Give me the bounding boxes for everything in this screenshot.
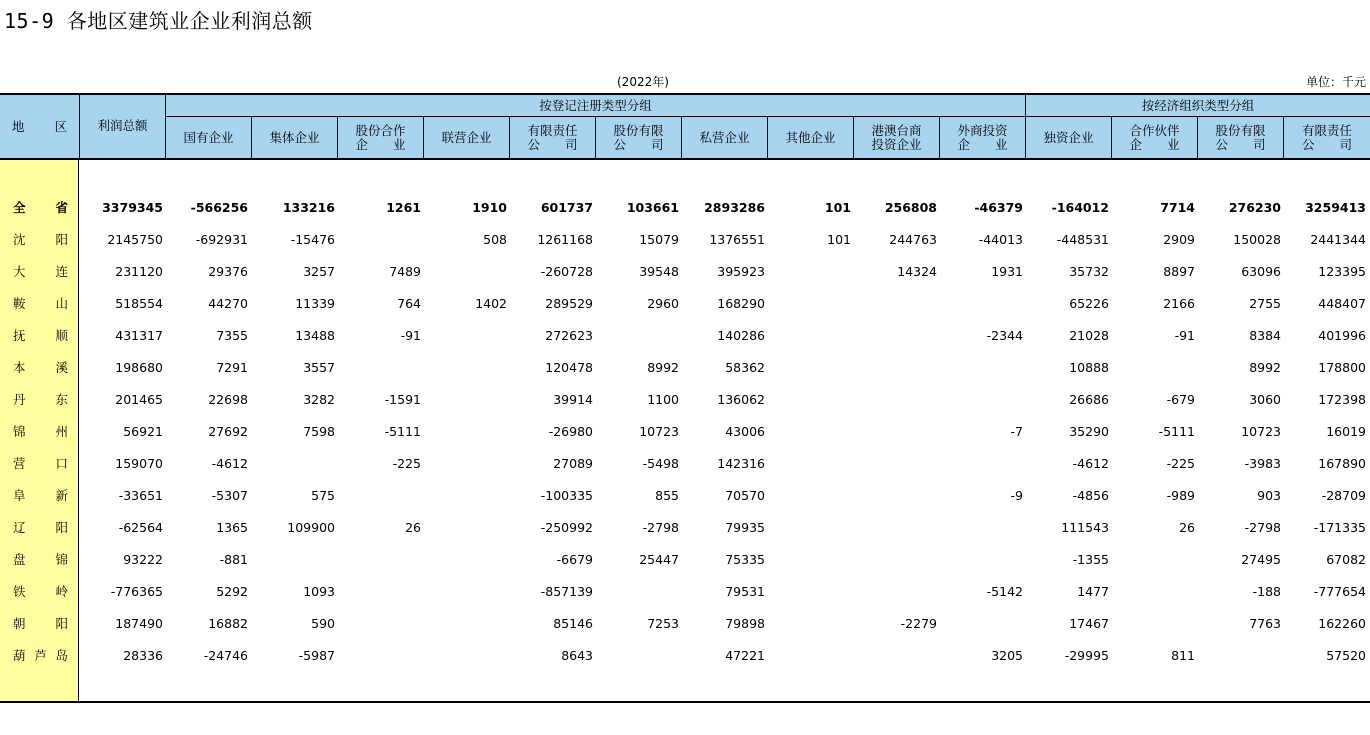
table-row — [0, 543, 1370, 575]
header-group-registration-label: 按登记注册类型分组 — [539, 97, 652, 113]
column-header — [252, 117, 338, 159]
table-cell: 16019 — [1326, 423, 1366, 439]
table-cell: 17467 — [1069, 615, 1109, 631]
table-cell: 272623 — [545, 327, 593, 343]
table-cell: 8992 — [647, 359, 679, 375]
region-name-char: 阳 — [55, 520, 68, 535]
region-name-char: 岭 — [55, 584, 68, 599]
table-cell: -29995 — [1064, 647, 1109, 663]
region-name-char: 省 — [55, 200, 68, 215]
column-header-line1: 有限责任 — [1301, 122, 1352, 138]
table-cell: 28336 — [123, 647, 163, 663]
table-cell: 855 — [655, 487, 679, 503]
table-cell: 201465 — [115, 391, 163, 407]
table-cell: 7598 — [303, 423, 335, 439]
region-name-char: 锦 — [55, 552, 68, 567]
column-header — [338, 117, 424, 159]
column-header — [940, 117, 1026, 159]
table-cell: -15476 — [290, 231, 335, 247]
region-name — [0, 575, 79, 607]
table-cell: 395923 — [717, 263, 765, 279]
region-name-char: 东 — [55, 392, 68, 407]
region-name — [0, 639, 79, 671]
table-cell: -260728 — [540, 263, 593, 279]
table-cell: 103661 — [626, 199, 679, 215]
table-cell: 27495 — [1241, 551, 1281, 567]
table-cell: -4612 — [1072, 455, 1109, 471]
table-cell: -5498 — [642, 455, 679, 471]
table-cell: -692931 — [195, 231, 248, 247]
table-cell: 1261168 — [537, 231, 593, 247]
table-cell: 3259413 — [1305, 199, 1366, 215]
table-cell: -28709 — [1321, 487, 1366, 503]
region-name-char: 口 — [55, 456, 68, 471]
table-cell: 244763 — [889, 231, 937, 247]
table-cell: 140286 — [717, 327, 765, 343]
table-cell: 93222 — [123, 551, 163, 567]
region-name-char: 盘 — [13, 552, 26, 567]
table-cell: 1365 — [216, 519, 248, 535]
table-cell: 3379345 — [102, 199, 163, 215]
table-cell: 1402 — [475, 295, 507, 311]
table-cell: 172398 — [1318, 391, 1366, 407]
table-cell: 7763 — [1249, 615, 1281, 631]
region-name-char: 锦 — [13, 424, 26, 439]
header-profit-total-label: 利润总额 — [97, 118, 148, 133]
table-cell: 2960 — [647, 295, 679, 311]
table-cell: -5111 — [1158, 423, 1195, 439]
table-cell: 14324 — [897, 263, 937, 279]
table-cell: 1910 — [472, 199, 507, 215]
table-cell: 39548 — [639, 263, 679, 279]
table-cell: -5142 — [986, 583, 1023, 599]
table-cell: 764 — [397, 295, 421, 311]
table-cell: 43006 — [725, 423, 765, 439]
column-header-line2: 公 司 — [1215, 136, 1266, 152]
table-cell: 198680 — [115, 359, 163, 375]
header-group-economic-label: 按经济组织类型分组 — [1141, 97, 1255, 113]
table-cell: -7 — [1010, 423, 1023, 439]
table-cell: 136062 — [717, 391, 765, 407]
column-header-line1: 国有企业 — [183, 129, 234, 145]
region-name-char: 芦 — [34, 648, 47, 663]
table-cell: -448531 — [1056, 231, 1109, 247]
table-cell: -857139 — [540, 583, 593, 599]
table-cell: 35290 — [1069, 423, 1109, 439]
region-name — [0, 543, 79, 575]
table-cell: 75335 — [725, 551, 765, 567]
table-cell: -9 — [1010, 487, 1023, 503]
table-cell: 401996 — [1318, 327, 1366, 343]
column-header-line2: 公 司 — [1301, 136, 1352, 152]
table-cell: 448407 — [1318, 295, 1366, 311]
region-name — [0, 511, 79, 543]
table-cell: 29376 — [208, 263, 248, 279]
table-cell: -164012 — [1051, 199, 1109, 215]
table-cell: 1100 — [647, 391, 679, 407]
table-cell: 10723 — [639, 423, 679, 439]
region-name-char: 阜 — [13, 488, 26, 503]
table-cell: 111543 — [1061, 519, 1109, 535]
table-cell: -2344 — [986, 327, 1023, 343]
table-cell: -4856 — [1072, 487, 1109, 503]
region-name-char: 州 — [55, 424, 68, 439]
table-header — [0, 95, 1370, 159]
region-name-char: 铁 — [13, 584, 26, 599]
region-name — [0, 383, 79, 415]
column-header-line1: 有限责任 — [527, 122, 578, 138]
table-cell: 79531 — [725, 583, 765, 599]
column-header-line1: 股份有限 — [613, 122, 664, 138]
table-cell: -46379 — [974, 199, 1023, 215]
table-cell: -566256 — [190, 199, 248, 215]
column-header-line1: 集体企业 — [269, 129, 320, 145]
table-row — [0, 319, 1370, 351]
table-cell: 79935 — [725, 519, 765, 535]
column-header-line1: 港澳台商 — [871, 122, 922, 138]
table-cell: 903 — [1257, 487, 1281, 503]
table-cell: 289529 — [545, 295, 593, 311]
region-name-char: 沈 — [13, 232, 26, 247]
table-cell: -6679 — [556, 551, 593, 567]
table-cell: -1591 — [384, 391, 421, 407]
column-header — [424, 117, 510, 159]
region-name-char: 山 — [55, 296, 68, 311]
column-header-line1: 合作伙伴 — [1129, 122, 1180, 138]
table-cell: -188 — [1252, 583, 1281, 599]
column-header-line2: 公 司 — [527, 136, 578, 152]
table-cell: 508 — [483, 231, 507, 247]
region-name-char: 朝 — [13, 616, 26, 631]
table-cell: 167890 — [1318, 455, 1366, 471]
table-cell: -5111 — [384, 423, 421, 439]
column-header-line2: 公 司 — [613, 136, 664, 152]
table-cell: 21028 — [1069, 327, 1109, 343]
column-header-line1: 股份合作 — [355, 122, 406, 138]
region-name — [0, 223, 79, 255]
table-cell: 2755 — [1249, 295, 1281, 311]
region-name-char: 顺 — [55, 328, 68, 343]
region-name — [0, 479, 79, 511]
table-cell: 1093 — [303, 583, 335, 599]
table-cell: -100335 — [540, 487, 593, 503]
table-cell: -62564 — [118, 519, 163, 535]
table-cell: -91 — [400, 327, 421, 343]
table-cell: 590 — [311, 615, 335, 631]
page-title: 15-9 各地区建筑业企业利润总额 — [4, 9, 313, 33]
column-header — [1026, 117, 1112, 159]
table-cell: -4612 — [211, 455, 248, 471]
table-row — [0, 383, 1370, 415]
table-cell: 142316 — [717, 455, 765, 471]
region-name-char: 辽 — [13, 520, 26, 535]
region-name — [0, 351, 79, 383]
region-name-char: 阳 — [55, 232, 68, 247]
table-cell: 120478 — [545, 359, 593, 375]
region-name-char: 新 — [55, 488, 68, 503]
table-cell: 57520 — [1326, 647, 1366, 663]
region-name-char: 溪 — [55, 360, 68, 375]
region-name-char: 本 — [13, 360, 26, 375]
region-name-char: 岛 — [55, 648, 68, 663]
table-cell: 3557 — [303, 359, 335, 375]
table-cell: -2798 — [642, 519, 679, 535]
table-cell: 3205 — [991, 647, 1023, 663]
column-header-line1: 外商投资 — [957, 122, 1008, 138]
table-cell: 109900 — [287, 519, 335, 535]
table-cell: 431317 — [115, 327, 163, 343]
table-cell: -2798 — [1244, 519, 1281, 535]
region-name-char: 鞍 — [13, 296, 26, 311]
table-row — [0, 415, 1370, 447]
table-cell: -225 — [392, 455, 421, 471]
column-header-line2: 企 业 — [957, 136, 1008, 152]
region-name-char: 全 — [13, 200, 26, 215]
table-cell: 276230 — [1228, 199, 1281, 215]
table-cell: 101 — [824, 199, 851, 215]
table-cell: 63096 — [1241, 263, 1281, 279]
table-cell: 231120 — [115, 263, 163, 279]
table-cell: 7291 — [216, 359, 248, 375]
table-cell: 27692 — [208, 423, 248, 439]
table-cell: 811 — [1171, 647, 1195, 663]
table-cell: 3060 — [1249, 391, 1281, 407]
table-cell: 133216 — [282, 199, 335, 215]
header-region-char: 区 — [54, 118, 68, 134]
region-name — [0, 287, 79, 319]
region-name — [0, 255, 79, 287]
table-cell: 7355 — [216, 327, 248, 343]
table-row — [0, 351, 1370, 383]
table-cell: -2279 — [900, 615, 937, 631]
table-cell: 8384 — [1249, 327, 1281, 343]
column-header — [854, 117, 940, 159]
table-cell: 26 — [1179, 519, 1195, 535]
table-cell: 3282 — [303, 391, 335, 407]
table-cell: 47221 — [725, 647, 765, 663]
table-cell: -250992 — [540, 519, 593, 535]
column-header-line2: 企 业 — [1129, 136, 1180, 152]
table-cell: 2893286 — [704, 199, 765, 215]
region-name-char: 阳 — [55, 616, 68, 631]
header-region-char: 地 — [11, 118, 25, 134]
table-cell: -3983 — [1244, 455, 1281, 471]
table-row — [0, 447, 1370, 479]
table-row — [0, 479, 1370, 511]
table-cell: 2909 — [1163, 231, 1195, 247]
table-cell: 11339 — [295, 295, 335, 311]
column-header — [1284, 117, 1370, 159]
header-profit-total — [80, 95, 166, 159]
table-cell: 65226 — [1069, 295, 1109, 311]
table-cell: 56921 — [123, 423, 163, 439]
table-cell: 1477 — [1077, 583, 1109, 599]
table-cell: -881 — [219, 551, 248, 567]
region-name — [0, 319, 79, 351]
table-cell: -777654 — [1313, 583, 1366, 599]
table-row-total — [0, 191, 1370, 223]
column-header — [768, 117, 854, 159]
table-cell: 1376551 — [709, 231, 765, 247]
table-cell: -24746 — [203, 647, 248, 663]
table-cell: -776365 — [110, 583, 163, 599]
table-cell: 518554 — [115, 295, 163, 311]
table-row — [0, 511, 1370, 543]
table-row — [0, 255, 1370, 287]
column-header-line1: 独资企业 — [1043, 129, 1094, 145]
header-group-economic — [1026, 95, 1370, 117]
table-row — [0, 223, 1370, 255]
column-header-line1: 联营企业 — [441, 129, 492, 145]
table-cell: 178800 — [1318, 359, 1366, 375]
region-name — [0, 447, 79, 479]
table-cell: 35732 — [1069, 263, 1109, 279]
table-cell: 16882 — [208, 615, 248, 631]
column-header — [166, 117, 252, 159]
table-cell: 13488 — [295, 327, 335, 343]
table-cell: 22698 — [208, 391, 248, 407]
table-cell: -171335 — [1313, 519, 1366, 535]
column-header — [510, 117, 596, 159]
column-header — [682, 117, 768, 159]
table-cell: 8992 — [1249, 359, 1281, 375]
column-header-line2: 企 业 — [355, 136, 406, 152]
table-cell: 10888 — [1069, 359, 1109, 375]
column-header — [1198, 117, 1284, 159]
table-cell: 2441344 — [1310, 231, 1366, 247]
table-cell: 26686 — [1069, 391, 1109, 407]
table-cell: -225 — [1166, 455, 1195, 471]
header-group-registration — [166, 95, 1026, 117]
table-cell: 58362 — [725, 359, 765, 375]
table-cell: -1355 — [1072, 551, 1109, 567]
table-row — [0, 639, 1370, 671]
region-name — [0, 191, 79, 223]
table-cell: 601737 — [540, 199, 593, 215]
region-name-char: 营 — [13, 456, 26, 471]
table-cell: 162260 — [1318, 615, 1366, 631]
table-cell: 7489 — [389, 263, 421, 279]
table-cell: 7714 — [1160, 199, 1195, 215]
table-cell: 5292 — [216, 583, 248, 599]
table-cell: -26980 — [548, 423, 593, 439]
table-cell: 2145750 — [107, 231, 163, 247]
unit-label: 单位：千元 — [1305, 75, 1366, 89]
header-region — [0, 95, 80, 159]
column-header — [596, 117, 682, 159]
table-cell: 1261 — [386, 199, 421, 215]
region-name — [0, 415, 79, 447]
table-cell: 15079 — [639, 231, 679, 247]
table-cell: -989 — [1166, 487, 1195, 503]
header-bottom-rule — [0, 158, 1370, 160]
region-name-char: 丹 — [13, 392, 26, 407]
table-cell: 85146 — [553, 615, 593, 631]
region-name-char: 连 — [55, 264, 68, 279]
column-header-line1: 私营企业 — [699, 129, 750, 145]
table-cell: 8897 — [1163, 263, 1195, 279]
table-cell: 159070 — [115, 455, 163, 471]
column-header-line1: 股份有限 — [1215, 122, 1266, 138]
table-cell: 25447 — [639, 551, 679, 567]
table-row — [0, 287, 1370, 319]
table-cell: 3257 — [303, 263, 335, 279]
table-cell: -33651 — [118, 487, 163, 503]
column-header — [1112, 117, 1198, 159]
table-cell: 123395 — [1318, 263, 1366, 279]
table-cell: -44013 — [978, 231, 1023, 247]
table-cell: 26 — [405, 519, 421, 535]
table-cell: 187490 — [115, 615, 163, 631]
table-cell: -679 — [1166, 391, 1195, 407]
region-name-char: 抚 — [13, 328, 26, 343]
table-cell: 39914 — [553, 391, 593, 407]
table-cell: -5307 — [211, 487, 248, 503]
table-cell: 8643 — [561, 647, 593, 663]
table-cell: 168290 — [717, 295, 765, 311]
table-cell: -91 — [1174, 327, 1195, 343]
table-cell: 70570 — [725, 487, 765, 503]
table-cell: 575 — [311, 487, 335, 503]
table-cell: 10723 — [1241, 423, 1281, 439]
table-cell: 27089 — [553, 455, 593, 471]
region-name-char: 葫 — [13, 648, 26, 663]
region-name-char: 大 — [13, 264, 26, 279]
table-cell: 150028 — [1233, 231, 1281, 247]
region-name — [0, 607, 79, 639]
year-label: (2022年) — [617, 75, 669, 89]
table-row — [0, 575, 1370, 607]
table-cell: 256808 — [884, 199, 937, 215]
table-cell: 7253 — [647, 615, 679, 631]
table-bottom-rule — [0, 701, 1370, 703]
table-row — [0, 607, 1370, 639]
table-cell: 79898 — [725, 615, 765, 631]
table-cell: -5987 — [298, 647, 335, 663]
column-header-line1: 其他企业 — [785, 129, 836, 145]
table-cell: 1931 — [991, 263, 1023, 279]
column-header-line2: 投资企业 — [871, 136, 922, 152]
table-cell: 2166 — [1163, 295, 1195, 311]
table-cell: 44270 — [208, 295, 248, 311]
table-cell: 101 — [827, 231, 851, 247]
table-cell: 67082 — [1326, 551, 1366, 567]
